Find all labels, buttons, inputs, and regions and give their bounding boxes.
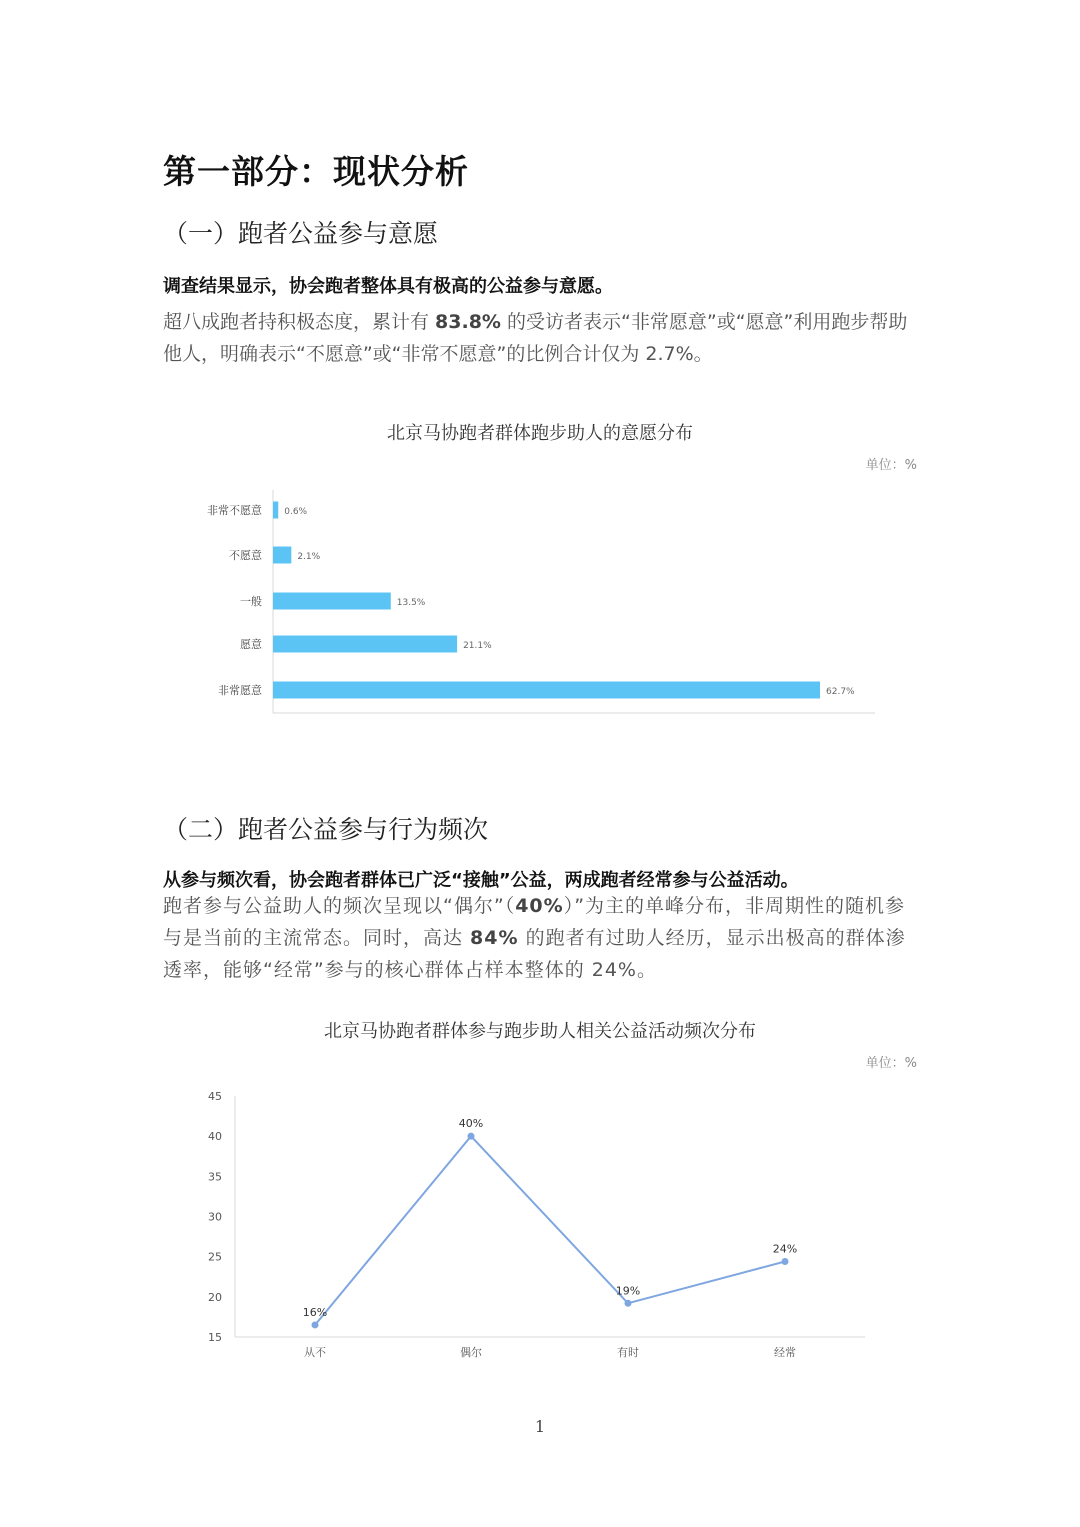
part2-heading: （二）跑者公益参与行为频次 [163,815,489,844]
bar-category-label: 非常不愿意 [207,504,262,517]
y-tick-label: 25 [208,1250,222,1264]
part2-lead: 从参与频次看，协会跑者群体已广泛“接触”公益，两成跑者经常参与公益活动。 [163,870,799,891]
line-value-label: 40% [458,1117,484,1131]
bar-value-label: 62.7% [826,687,855,697]
y-tick-label: 30 [208,1210,222,1224]
line-value-label: 16% [302,1305,328,1319]
bar-chart-title: 北京马协跑者群体跑步助人的意愿分布 [387,423,693,444]
y-tick-label: 20 [208,1290,222,1304]
bar [273,682,820,699]
line-value-label: 24% [772,1242,798,1256]
line-point [312,1321,319,1328]
bar-value-label: 21.1% [463,641,492,651]
bar [273,593,391,610]
bar-chart [0,480,1080,730]
x-tick-label: 从不 [304,1346,326,1359]
line-chart-unit: 单位：% [865,1056,917,1071]
bar-category-label: 不愿意 [229,549,262,562]
x-tick-label: 经常 [774,1346,796,1359]
part1-paragraph: 超八成跑者持积极态度，累计有 83.8% 的受访者表示“非常愿意”或“愿意”利用跑步帮助他人，明确表示“不愿意”或“非常不愿意”的比例合计仅为 2.7%。 [163,311,908,365]
page-number: 1 [534,1417,546,1436]
line-point [468,1133,475,1140]
y-tick-label: 45 [208,1090,222,1103]
line-point [782,1258,789,1265]
bar [273,502,278,519]
part2-paragraph: 跑者参与公益助人的频次呈现以“偶尔”（40%）”为主的单峰分布，非周期性的随机参与是当前的主流常态。同时，高达 84% 的跑者有过助人经历，显示出极高的群体渗透率，能够“经常”参与的核心群体占样本整体的 24%。 [163,895,906,981]
line-value-label: 19% [615,1284,641,1298]
section-title: 第一部分：现状分析 [163,152,469,191]
y-tick-label: 15 [208,1331,222,1344]
x-tick-label: 有时 [617,1346,639,1359]
part1-heading: （一）跑者公益参与意愿 [163,219,439,248]
bar-value-label: 0.6% [284,507,308,517]
bar-category-label: 愿意 [240,638,262,651]
line-point [625,1300,632,1307]
bar-value-label: 2.1% [297,552,321,562]
bar-chart-unit: 单位：% [865,458,917,473]
x-tick-label: 偶尔 [460,1346,482,1359]
bar-category-label: 一般 [240,595,262,608]
bar [273,636,457,653]
bar [273,547,291,564]
y-tick-label: 40 [208,1130,222,1144]
part1-lead: 调查结果显示，协会跑者整体具有极高的公益参与意愿。 [163,276,613,297]
bar-category-label: 非常愿意 [218,684,262,697]
line-chart-title: 北京马协跑者群体参与跑步助人相关公益活动频次分布 [324,1021,756,1042]
y-tick-label: 35 [208,1170,222,1184]
line-chart [0,1080,1080,1370]
series-line [315,1136,785,1325]
bar-value-label: 13.5% [396,598,426,608]
